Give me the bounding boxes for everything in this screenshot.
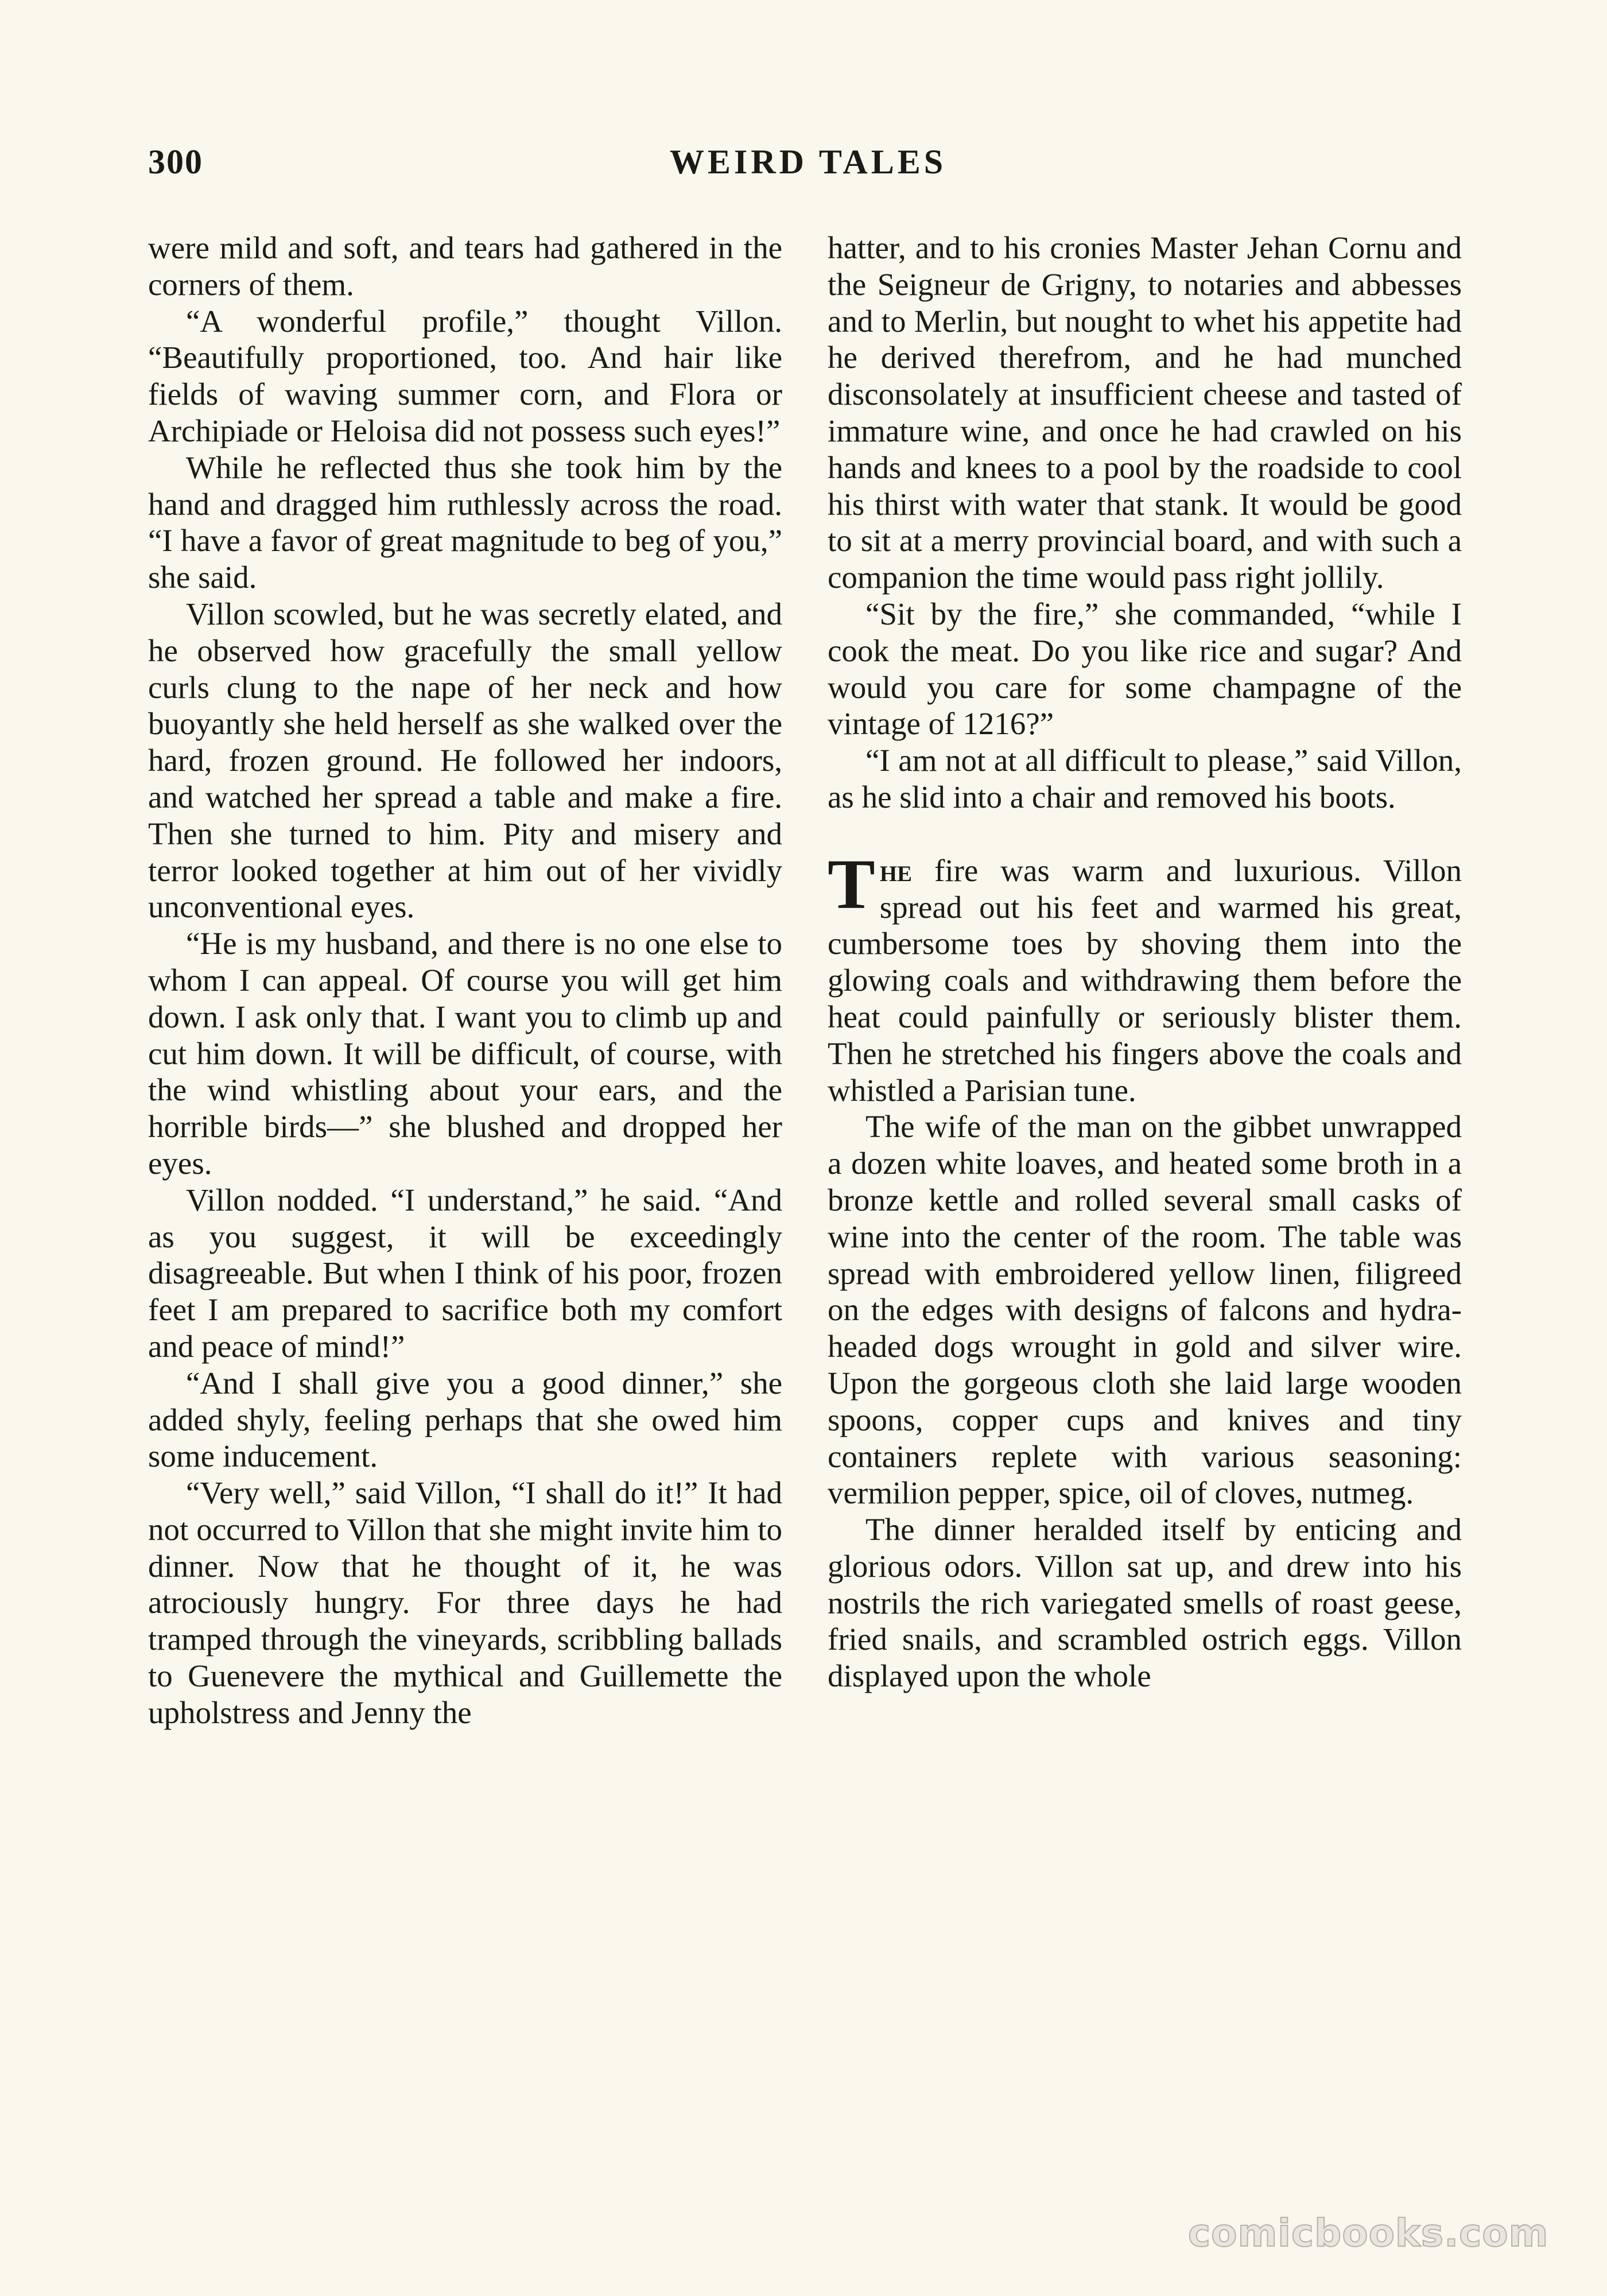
paragraph: “He is my husband, and there is no one else to whom I can appeal. Of course you will get him down. I ask only that. I want you to climb up and cut him down. It will be difficult, of course, with the wind whistling about your ears, and the horrible birds—” she blushed and dropped her eyes.: [148, 926, 782, 1181]
paragraph: “Sit by the fire,” she commanded, “while I cook the meat. Do you like rice and sugar? And would you care for some champagne of the vintage of 1216?”: [828, 596, 1462, 742]
paragraph: were mild and soft, and tears had gathered in the corners of them.: [148, 230, 782, 302]
paragraph: The wife of the man on the gibbet unwrapped a dozen white loaves, and heated some broth in a bronze kettle and rolled several small casks of wine into the center of the room. The table was spread with embroidered yellow linen, filigreed on the edges with designs of falcons and hydra-headed dogs wrought in gold and silver wire. Upon the gorgeous cloth she laid large wooden spoons, copper cups and knives and tiny containers replete with various seasoning: vermilion pepper, spice, oil of cloves, nutmeg.: [828, 1109, 1462, 1511]
paragraph: hatter, and to his cronies Master Jehan Cornu and the Seigneur de Grigny, to notaries and abbesses and to Merlin, but nought to whet his appetite had he derived therefrom, and he had munched disconsolately at insufficient cheese and tasted of immature wine, and once he had crawled on his hands and knees to a pool by the roadside to cool his thirst with water that stank. It would be good to sit at a merry provincial board, and with such a companion the time would pass right jollily.: [828, 230, 1462, 595]
paragraph: “I am not at all difficult to please,” said Villon, as he slid into a chair and removed his boots.: [828, 743, 1462, 815]
paragraph: “And I shall give you a good dinner,” she added shyly, feeling perhaps that she owed him some inducement.: [148, 1365, 782, 1474]
small-caps-lead: he: [879, 852, 913, 888]
paragraph: Villon scowled, but he was secretly elated, and he observed how gracefully the small yellow curls clung to the nape of her neck and how buoyantly she held herself as she walked over the hard, frozen ground. He followed her indoors, and watched her spread a table and make a fire. Then she turned to him. Pity and misery and terror looked together at him out of her vividly unconventional eyes.: [148, 596, 782, 925]
paragraph-text: fire was warm and luxurious. Villon spread out his feet and warmed his great, cumbersome toes by shoving them into the glowing coals and withdrawing them before the heat could painfully or seriously blister them. Then he stretched his fingers above the coals and whistled a Parisian tune.: [828, 852, 1462, 1108]
paragraph: Villon nodded. “I understand,” he said. “And as you suggest, it will be exceedingly disagreeable. But when I think of his poor, frozen feet I am prepared to sacrifice both my comfort and peace of mind!”: [148, 1182, 782, 1364]
running-header: [148, 142, 1468, 188]
paragraph: The dinner heralded itself by enticing and glorious odors. Villon sat up, and drew into his nostrils the rich variegated smells of roast geese, fried snails, and scrambled ostrich eggs. Villon displayed upon the whole: [828, 1512, 1462, 1694]
watermark-logo: comicbooks.com: [1188, 2211, 1549, 2255]
right-column: [828, 230, 1462, 2147]
paragraph: While he reflected thus she took him by the hand and dragged him ruthlessly across the road. “I have a favor of great magnitude to beg of you,” she said.: [148, 449, 782, 595]
paragraph: “Very well,” said Villon, “I shall do it!” It had not occurred to Villon that she might invite him to dinner. Now that he thought of it, he was atrociously hungry. For three days he had tramped through the vineyards, scribbling ballads to Guenevere the mythical and Guillemette the upholstress and Jenny the: [148, 1475, 782, 1730]
drop-cap: T: [828, 844, 875, 924]
section-opening-paragraph: [828, 844, 1462, 1109]
magazine-title: WEIRD TALES: [669, 143, 947, 181]
left-column: [148, 230, 782, 2147]
paragraph: “A wonderful profile,” thought Villon. “Beautifully proportioned, too. And hair like fields of waving summer corn, and Flora or Archipiade or Heloisa did not possess such eyes!”: [148, 303, 782, 448]
page-number: 300: [148, 143, 203, 181]
